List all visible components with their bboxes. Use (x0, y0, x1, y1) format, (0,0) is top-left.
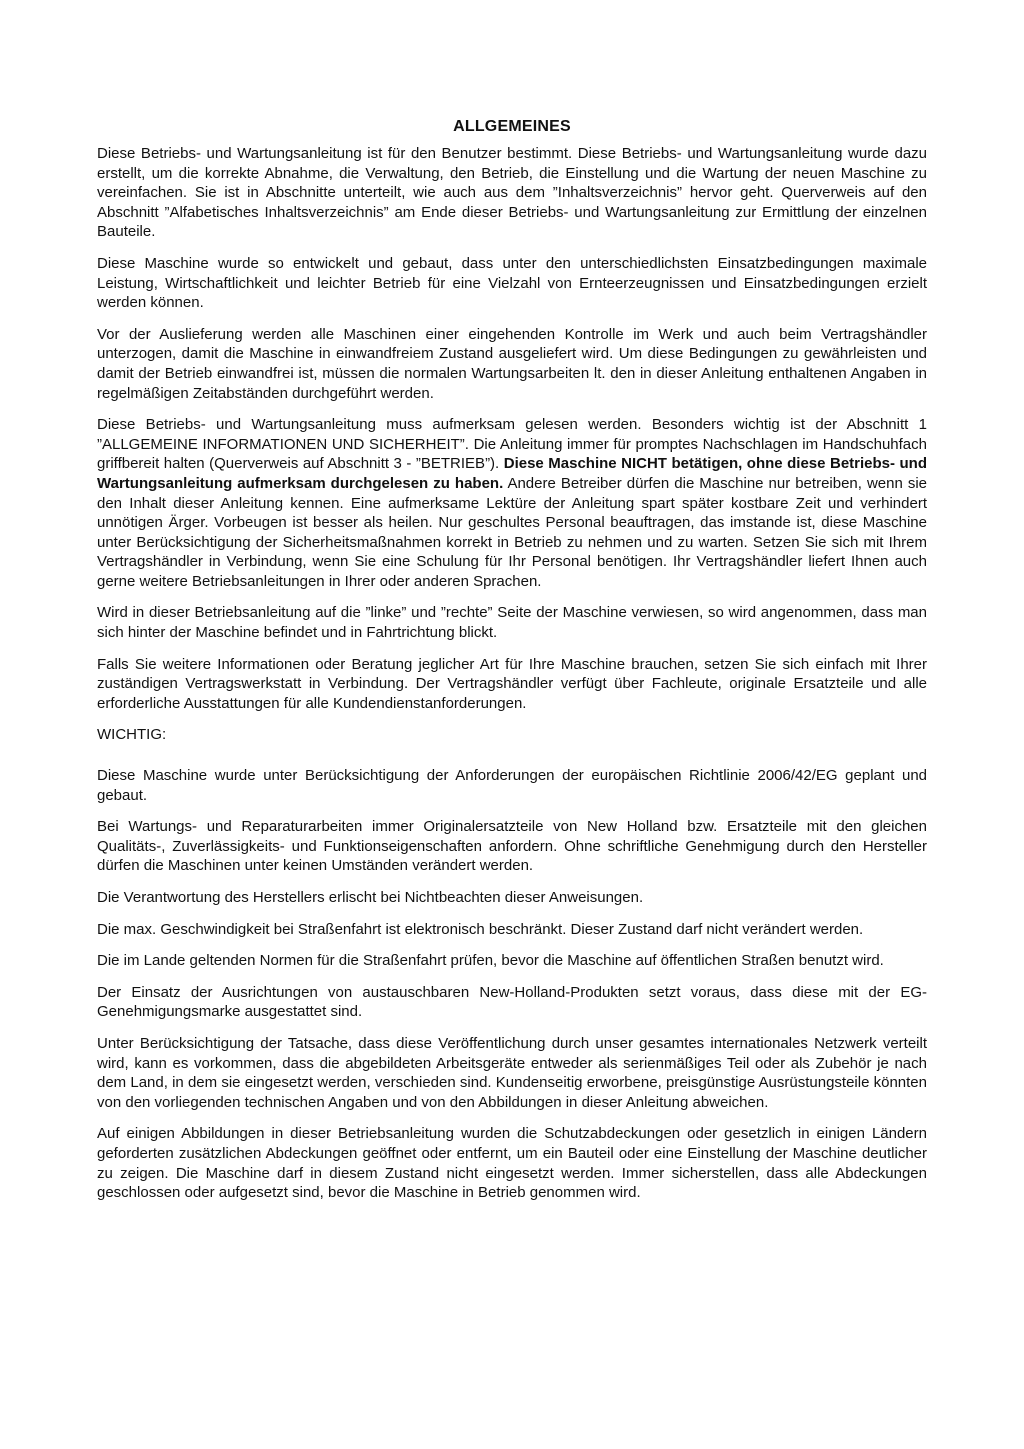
important-label: WICHTIG: (97, 726, 167, 744)
paragraph-speed-limit: Die max. Geschwindigkeit bei Straßenfahrt ist elektronisch beschränkt. Dieser Zustand darf nicht verändert werden. (97, 920, 864, 938)
warning-bold-text: Diese Maschine NICHT betätigen, ohne diese Betriebs- und Wartungsanleitung aufmerksam durchgelesen zu haben. (97, 455, 927, 492)
paragraph-original-parts: Bei Wartungs- und Reparaturarbeiten immer Originalersatzteile von New Holland bzw. Ersatzteile mit den gleichen Qualitäts-, Zuverlässigkeits- und Funktionseigenschaften anfordern. Ohne schriftliche Genehmigung durch den Hersteller dürfen die Maschinen unter keinen Umständen verändert werden. (97, 818, 927, 875)
paragraph-read-manual-text-1: Diese Betriebs- und Wartungsanleitung muss aufmerksam gelesen werden. Besonders wichtig ist der Abschnitt 1 ”ALLGEMEINE INFORMATIONEN UND SICHERHEIT”. Die Anleitung immer für promptes Nachschlagen im Handschuhfach griffbereit halten (Querverweis auf Abschnitt 3 - ”BETRIEB”). (97, 416, 927, 473)
paragraph-ec-mark: Der Einsatz der Ausrichtungen von austauschbaren New-Holland-Produkten setzt voraus, dass diese mit der EG-Genehmigungsmarke ausgestattet sind. (97, 983, 927, 1021)
paragraph-eu-directive: Diese Maschine wurde unter Berücksichtigung der Anforderungen der europäischen Richtlinie 2006/42/EG geplant und gebaut. (97, 767, 927, 804)
paragraph-road-norms: Die im Lande geltenden Normen für die Straßenfahrt prüfen, bevor die Maschine auf öffentlichen Straßen benutzt wird. (97, 952, 884, 970)
paragraph-design: Diese Maschine wurde so entwickelt und gebaut, dass unter den unterschiedlichsten Einsatzbedingungen maximale Leistung, Wirtschaftlichkeit und leichter Betrieb für eine Vielzahl von Ernteerzeugnissen und Einsatzbedingungen erzielt werden können. (97, 254, 927, 312)
paragraph-liability: Die Verantwortung des Herstellers erlischt bei Nichtbeachten dieser Anweisungen. (97, 889, 644, 906)
paragraph-read-manual-text-2: Andere Betreiber dürfen die Maschine nur betreiben, wenn sie den Inhalt dieser Anleitung kennen. Eine aufmerksame Lektüre der Anleitung spart später kostbare Zeit und verhindert unnötigen Ärger. Vorbeugen ist besser als heilen. Nur geschultes Personal beauftragen, das imstande ist, diese Maschine unter Berücksichtigung der Sicherheitsmaßnahmen korrekt in Betrieb zu nehmen und zu warten. Setzen Sie sich mit Ihrem Vertragshändler in Verbindung, wenn Sie eine Schulung für Ihr Personal benötigen. Ihr Vertragshändler liefert Ihnen auch gerne weitere Betriebsanleitungen in Ihrer oder anderen Sprachen. (97, 474, 928, 590)
paragraph-delivery: Vor der Auslieferung werden alle Maschinen einer eingehenden Kontrolle im Werk und auch beim Vertragshändler unterzogen, damit die Maschine in einwandfreiem Zustand ausgeliefert wird. Um diese Bedingungen zu gewährleisten und damit der Betrieb einwandfrei ist, müssen die normalen Wartungsarbeiten lt. den in dieser Anleitung enthaltenen Angaben in regelmäßigen Zeitabständen durchgeführt werden. (97, 325, 927, 402)
paragraph-read-manual (97, 415, 927, 591)
paragraph-dealer-info: Falls Sie weitere Informationen oder Beratung jeglicher Art für Ihre Maschine brauchen, setzen Sie sich einfach mit Ihrer zuständigen Vertragswerkstatt in Verbindung. Der Vertragshändler verfügt über Fachleute, originale Ersatzteile und alle erforderliche Ausstattungen für alle Kundendienstanforderungen. (97, 655, 927, 712)
page-title: ALLGEMEINES (453, 118, 571, 135)
document-page (97, 118, 927, 1215)
paragraph-left-right: Wird in dieser Betriebsanleitung auf die ”linke” und ”rechte” Seite der Maschine verwiesen, so wird angenommen, dass man sich hinter der Maschine befindet und in Fahrtrichtung blickt. (97, 604, 927, 642)
paragraph-intro: Diese Betriebs- und Wartungsanleitung ist für den Benutzer bestimmt. Diese Betriebs- und Wartungsanleitung wurde dazu erstellt, um die korrekte Abnahme, die Verwaltung, den Betrieb, die Einstellung und die Wartung der neuen Maschine zu vereinfachen. Sie ist in Abschnitte unterteilt, wie auch aus dem ”Inhaltsverzeichnis” hervor geht. Querverweis auf den Abschnitt ”Alfabetisches Inhaltsverzeichnis” am Ende dieser Betriebs- und Wartungsanleitung zur Ermittlung der einzelnen Bauteile. (97, 145, 927, 241)
paragraph-guards: Auf einigen Abbildungen in dieser Betriebsanleitung wurden die Schutzabdeckungen oder gesetzlich in einigen Ländern geforderten zusätzlichen Abdeckungen geöffnet oder entfernt, um ein Bauteil oder eine Einstellung der Maschine deutlicher zu zeigen. Die Maschine darf in diesem Zustand nicht eingesetzt werden. Immer sicherstellen, dass alle Abdeckungen geschlossen oder aufgesetzt sind, bevor die Maschine in Betrieb genommen wird. (97, 1125, 927, 1202)
paragraph-international: Unter Berücksichtigung der Tatsache, dass diese Veröffentlichung durch unser gesamtes internationales Netzwerk verteilt wird, kann es vorkommen, dass die abgebildeten Arbeitsgeräte entweder als serienmäßiges Teil oder als Zubehör je nach dem Land, in dem sie eingesetzt werden, verschieden sind. Kundenseitig erworbene, preisgünstige Ausrüstungsteile könnten von den vorliegenden technischen Angaben und von den Abbildungen in dieser Anleitung abweichen. (97, 1034, 927, 1111)
